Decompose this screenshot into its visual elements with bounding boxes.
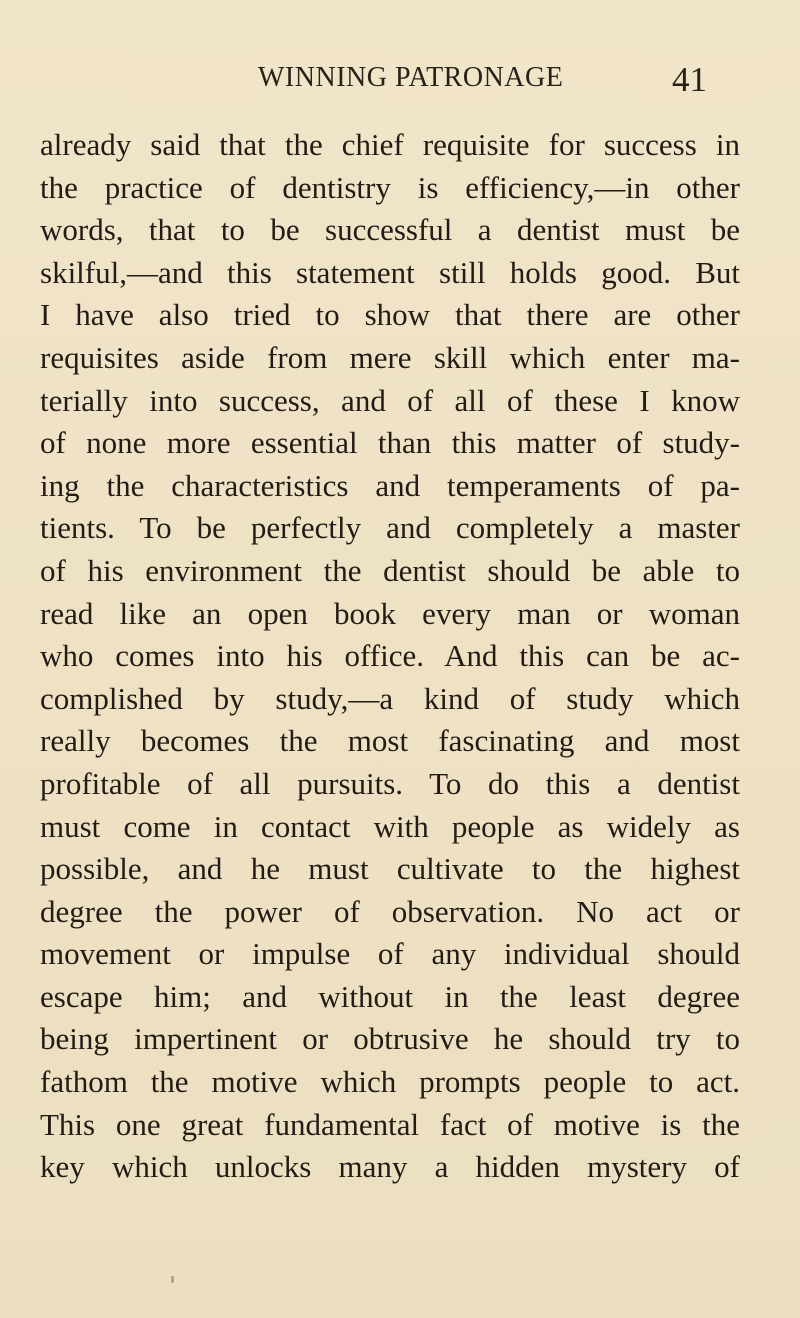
running-title: WINNING PATRONAGE: [258, 62, 564, 93]
text-line: movement or impulse of any individual should: [40, 936, 740, 972]
text-line: who comes into his office. And this can be ac-: [40, 638, 740, 674]
text-line: terially into success, and of all of these I know: [40, 382, 740, 418]
text-line: of none more essential than this matter of study-: [40, 425, 740, 461]
text-line: profitable of all pursuits. To do this a dentist: [40, 765, 740, 801]
text-line: key which unlocks many a hidden mystery of: [40, 1149, 740, 1185]
text-line: words, that to be successful a dentist must be: [40, 212, 740, 248]
text-line: read like an open book every man or woman: [40, 595, 740, 631]
text-line: skilful,—and this statement still holds good. But: [40, 254, 740, 290]
text-line: This one great fundamental fact of motive is the: [40, 1106, 740, 1142]
page-number: 41: [672, 60, 707, 99]
text-line: of his environment the dentist should be able to: [40, 552, 740, 588]
text-line: fathom the motive which prompts people to act.: [40, 1064, 740, 1100]
text-line: possible, and he must cultivate to the highest: [40, 851, 740, 887]
text-line: escape him; and without in the least degree: [40, 978, 740, 1014]
text-line: must come in contact with people as widely as: [40, 808, 740, 844]
text-line: tients. To be perfectly and completely a master: [40, 510, 740, 546]
text-line: being impertinent or obtrusive he should try to: [40, 1021, 740, 1057]
text-line: I have also tried to show that there are other: [40, 297, 740, 333]
body-paragraph: [40, 124, 740, 1189]
text-line: complished by study,—a kind of study which: [40, 680, 740, 716]
paper-speck: [171, 1276, 174, 1283]
text-line: ing the characteristics and temperaments of pa-: [40, 467, 740, 503]
text-line: the practice of dentistry is efficiency,—in other: [40, 169, 740, 205]
text-line: requisites aside from mere skill which enter ma-: [40, 339, 740, 375]
text-line: really becomes the most fascinating and most: [40, 723, 740, 759]
text-line: already said that the chief requisite for success in: [40, 127, 740, 162]
text-line: degree the power of observation. No act or: [40, 893, 740, 929]
